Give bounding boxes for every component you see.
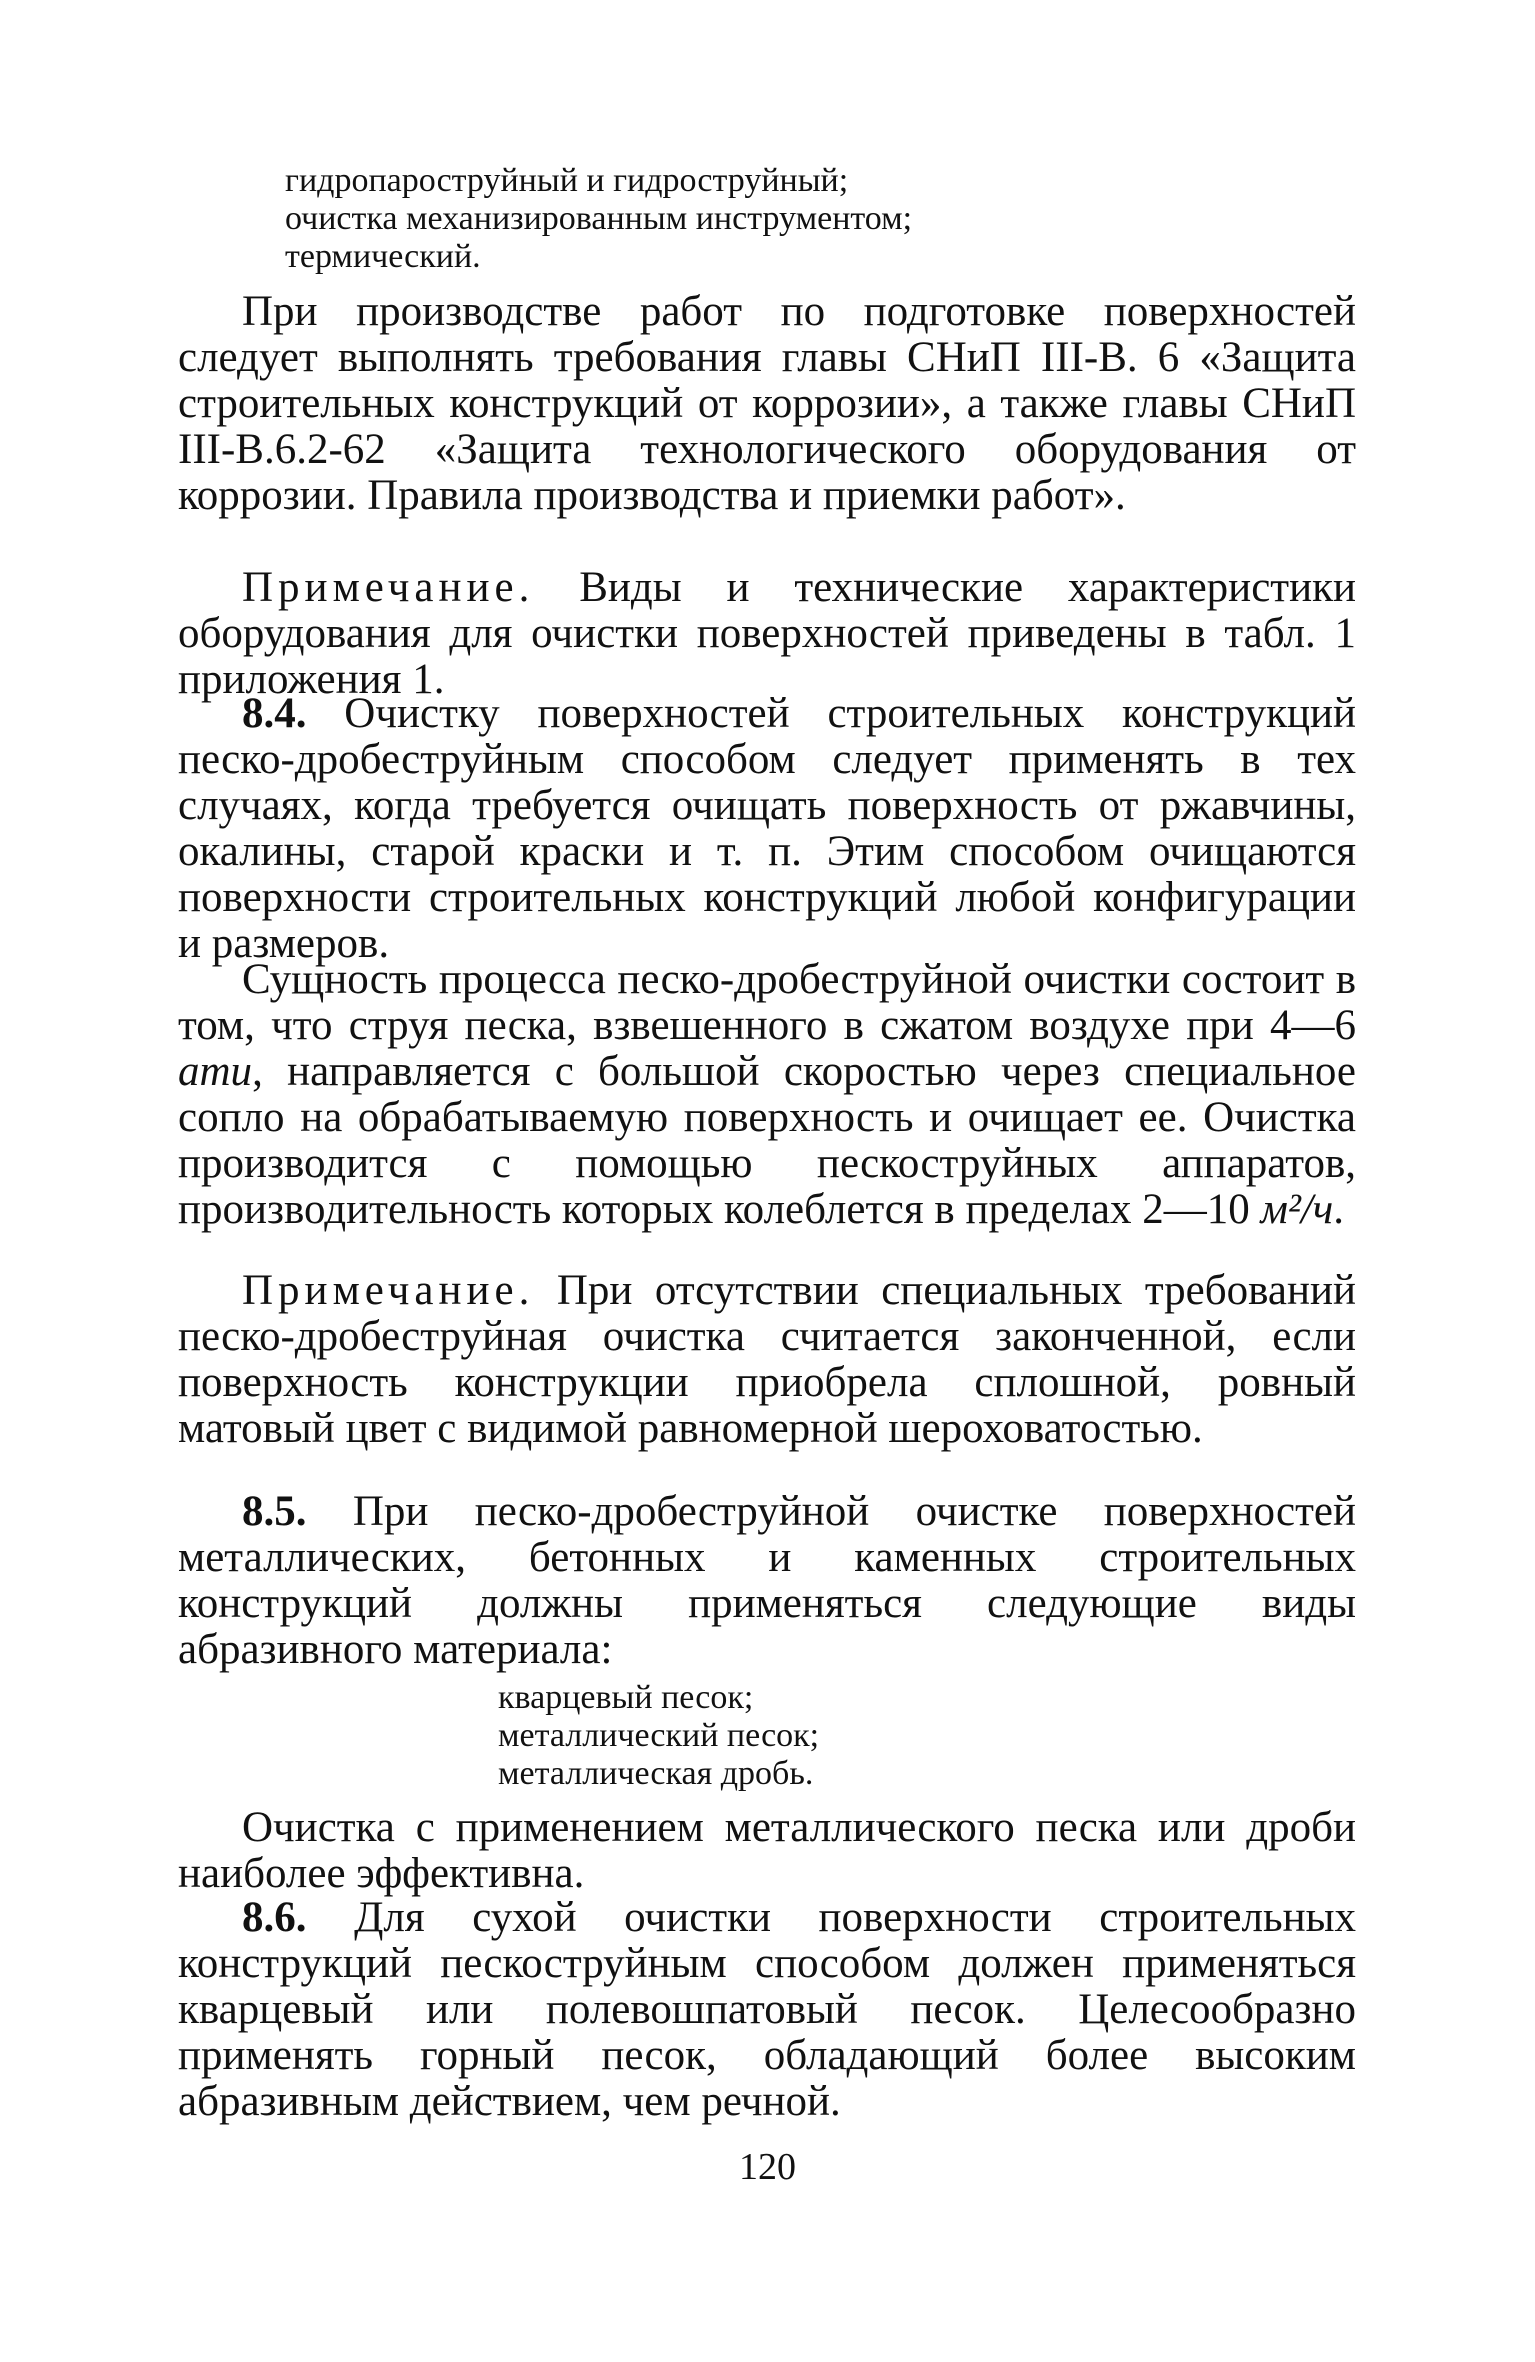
abrasives-list: [498, 1679, 1198, 1793]
section-number: 8.5.: [242, 1488, 307, 1535]
note-completion: [178, 1268, 1356, 1452]
paragraph-production-requirements: При производстве работ по подготовке поверхностей следует выполнять требования главы СНиП III-В. 6 «Защита строительных конструкций от коррозии», а также главы СНиП III-В.6.2-62 «Защита технологического оборудования от коррозии. Правила производства и приемки работ».: [178, 288, 1356, 519]
paragraph-process-essence: [178, 957, 1356, 1233]
section-text: При песко-дробеструйной очистке поверхностей металлических, бетонных и каменных строительных конструкций должны применяться следующие виды абразивного материала:: [178, 1488, 1356, 1673]
text-run: .: [1333, 1186, 1345, 1233]
list-item: металлическая дробь.: [498, 1755, 814, 1792]
note-label: Примечание.: [242, 1267, 535, 1314]
section-text: Очистку поверхностей строительных конструкций песко-дробеструйным способом следует применять в тех случаях, когда требуется очищать поверхность от ржавчины, окалины, старой краски и т. п. Этим способом очищаются поверхности строительных конструкций любой конфигурации и размеров.: [178, 690, 1356, 967]
note-text: Виды и технические характеристики оборудования для очистки поверхностей приведены в табл. 1 приложения 1.: [178, 564, 1356, 703]
cleaning-methods-list: [285, 162, 1385, 276]
note-text: При отсутствии специальных требований песко-дробеструйная очистка считается законченной, если поверхность конструкции приобрела сплошной, ровный матовый цвет с видимой равномерной шероховатостью.: [178, 1267, 1356, 1452]
list-item: термический.: [285, 238, 481, 275]
list-item: кварцевый песок;: [498, 1679, 754, 1716]
section-8-5: [178, 1489, 1356, 1673]
note-label: Примечание.: [242, 564, 535, 611]
section-8-6: [178, 1895, 1356, 2125]
page-number: 120: [739, 2146, 796, 2188]
note-equipment: [178, 565, 1356, 703]
list-item: очистка механизированным инструментом;: [285, 200, 913, 237]
section-number: 8.4.: [242, 690, 307, 737]
unit-pressure: ати: [178, 1048, 253, 1095]
unit-rate: м²/ч: [1260, 1186, 1334, 1233]
paragraph-effective: Очистка с применением металлического песка или дроби наиболее эффективна.: [178, 1804, 1356, 1897]
section-number: 8.6.: [242, 1894, 307, 1941]
section-8-4: [178, 691, 1356, 967]
list-item: гидропароструйный и гидроструйный;: [285, 162, 849, 199]
list-item: металлический песок;: [498, 1717, 820, 1754]
text-run: , направляется с большой скоростью через специальное сопло на обрабатываемую поверхность и очищает ее. Очистка производится с помощью пескоструйных аппаратов, производительность которых колеблется в пределах 2—10: [178, 1048, 1356, 1233]
section-text: Для сухой очистки поверхности строительных конструкций пескоструйным способом должен применяться кварцевый или полевошпатовый песок. Целесообразно применять горный песок, обладающий более высоким абразивным действием, чем речной.: [178, 1894, 1356, 2125]
text-run: Сущность процесса песко-дробеструйной очистки состоит в том, что струя песка, взвешенного в сжатом воздухе при 4—6: [178, 956, 1356, 1049]
